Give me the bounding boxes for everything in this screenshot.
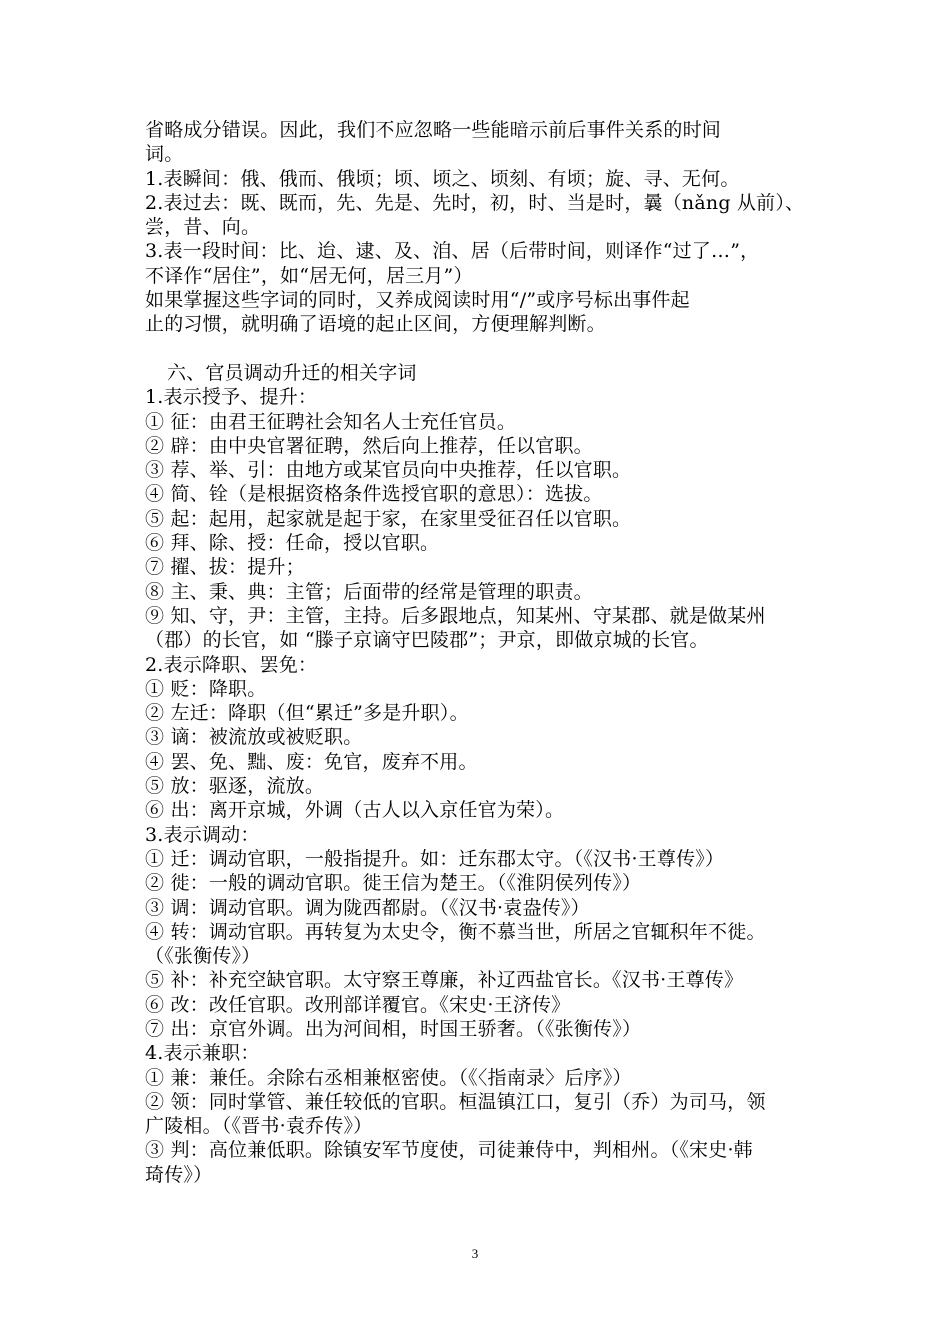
section-heading: 六、官员调动升迁的相关字词	[167, 361, 417, 384]
list-item: ⑧ 主、秉、典：主管；后面带的经常是管理的职责。	[145, 580, 593, 603]
list-item: ④ 罢、免、黜、废：免官，废弃不用。	[145, 750, 478, 773]
subsection-title: 4.表示兼职：	[145, 1042, 260, 1065]
list-item: ① 贬：降职。	[145, 677, 267, 700]
list-item: （郡）的长官，如 “滕子京谪守巴陵郡”；尹京，即做京城的长官。	[145, 629, 709, 652]
text-line: 省略成分错误。因此，我们不应忽略一些能暗示前后事件关系的时间	[145, 119, 722, 141]
list-item: ⑦ 出：京官外调。出为河间相，时国王骄奢。（《张衡传》）	[145, 1017, 642, 1040]
list-item: ② 辟：由中央官署征聘，然后向上推荐，任以官职。	[145, 434, 593, 457]
list-item: 广陵相。（《晋书·袁乔传》）	[145, 1115, 373, 1138]
list-item: ② 徙：一般的调动官职。徙王信为楚王。（《淮阴侯列传》）	[145, 872, 642, 895]
subsection-title: 1.表示授予、提升：	[145, 386, 318, 409]
list-item: ① 迁：调动官职，一般指提升。如：迁东郡太守。（《汉书·王尊传》）	[145, 847, 725, 870]
list-item: ⑤ 放：驱逐，流放。	[145, 775, 325, 798]
list-item: ⑤ 起：起用，起家就是起于家，在家里受征召任以官职。	[145, 507, 632, 530]
list-item: ① 兼：兼任。余除右丞相兼枢密使。（《〈指南录〉后序》）	[145, 1066, 632, 1089]
text-line: 1.表瞬间：俄、俄而、俄顷；顷、顷之、顷刻、有顷；旋、寻、无何。	[145, 167, 740, 190]
text-line: 如果掌握这些字词的同时，又养成阅读时用“/”或序号标出事件起	[145, 289, 690, 312]
list-item: ⑥ 改：改任官职。改刑部详覆官。《宋史·王济传》	[145, 993, 571, 1016]
list-item: ⑥ 拜、除、授：任命，授以官职。	[145, 532, 440, 555]
text-line: 词。	[145, 143, 184, 166]
text-line: 2.表过去：既、既而，先、先是、先时，初，时、当是时，曩（nǎng 从前）、	[145, 191, 805, 214]
subsection-title: 3.表示调动：	[145, 823, 260, 846]
list-item: ③ 谪：被流放或被贬职。	[145, 726, 363, 749]
list-item: ③ 判：高位兼低职。除镇安军节度使，司徒兼侍中，判相州。（《宋史·韩	[145, 1139, 753, 1162]
page-number: 3	[471, 1246, 479, 1261]
list-item: ② 领：同时掌管、兼任较低的官职。桓温镇江口，复引（乔）为司马，领	[145, 1090, 766, 1113]
list-item: ⑤ 补：补充空缺官职。太守察王尊廉，补辽西盐官长。《汉书·王尊传》	[145, 969, 744, 992]
document-body	[145, 118, 815, 1187]
list-item: ③ 调：调动官职。调为陇西都尉。（《汉书·袁盎传》）	[145, 896, 590, 919]
list-item: ⑦ 擢、拔：提升；	[145, 556, 305, 579]
text-line: 3.表一段时间：比、迨、逮、及、洎、居（后带时间，则译作“过了…”，	[145, 240, 760, 263]
text-line: 尝，昔、向。	[145, 216, 261, 239]
list-item: ③ 荐、举、引：由地方或某官员向中央推荐，任以官职。	[145, 459, 632, 482]
text-line: 止的习惯，就明确了语境的起止区间，方便理解判断。	[145, 313, 606, 336]
list-item: 琦传》）	[145, 1163, 213, 1186]
text-line: 不译作“居住”，如“居无何，居三月”）	[145, 264, 473, 287]
list-item: ④ 简、铨（是根据资格条件选授官职的意思）：选拔。	[145, 483, 603, 506]
blank-line	[145, 337, 815, 361]
subsection-title: 2.表示降职、罢免：	[145, 653, 318, 676]
list-item: （《张衡传》）	[145, 945, 261, 968]
list-item: ① 征：由君王征聘社会知名人士充任官员。	[145, 410, 517, 433]
list-item: ⑨ 知、守，尹：主管，主持。后多跟地点，知某州、守某郡、就是做某州	[145, 604, 766, 627]
list-item: ② 左迁：降职（但“累迁”多是升职）。	[145, 702, 469, 725]
list-item: ⑥ 出：离开京城，外调（古人以入京任官为荣）。	[145, 799, 565, 822]
list-item: ④ 转：调动官职。再转复为太史令，衡不慕当世，所居之官辄积年不徙。	[145, 920, 766, 943]
